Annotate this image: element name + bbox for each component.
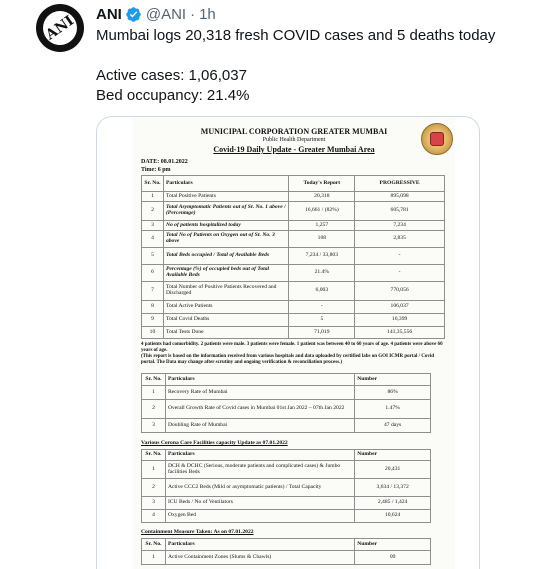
table-cell: 770,056	[355, 282, 445, 301]
table-cell: -	[289, 301, 355, 314]
table-cell: 16,399	[355, 314, 445, 327]
doc-note-comorbidity: 4 patients had comorbidity. 2 patients were male. 3 patients were female. 1 patient was between 40 to 60 years of age. 4 patients were above 60 years of age.	[141, 342, 443, 353]
table-row	[142, 248, 445, 265]
table-cell: 1,257	[289, 221, 355, 231]
table-cell: 86%	[355, 386, 431, 400]
table-cell: 1	[142, 551, 166, 565]
table-row	[142, 479, 431, 497]
table-header: Sr. No.	[142, 539, 166, 551]
table-cell: 9	[142, 314, 164, 327]
table-cell: Total Number of Positive Patients Recovered and Discharged	[163, 282, 289, 301]
table-cell: 10,624	[355, 510, 431, 523]
table-cell: 6	[142, 265, 164, 282]
table-cell: 108	[289, 231, 355, 248]
table-cell: Percentage (%) of occupied beds out of Total Available Beds	[163, 265, 289, 282]
table-cell: 605,781	[355, 202, 445, 221]
table-cell: 7,234 / 33,803	[289, 248, 355, 265]
table-cell: 47 days	[355, 419, 431, 433]
table-cell: Oxygen Bed	[165, 510, 354, 523]
table-cell: Recovery Rate of Mumbai	[165, 386, 354, 400]
table-row	[142, 510, 431, 523]
rates-table	[141, 373, 431, 433]
containment-table	[141, 538, 431, 565]
doc-dept: Public Health Department	[262, 137, 326, 143]
table-cell: 5	[289, 314, 355, 327]
separator-dot: ·	[190, 5, 196, 23]
table-cell: Total Beds occupied / Total of Available Beds	[163, 248, 289, 265]
handle[interactable]: @ANI	[145, 5, 187, 23]
table-header: Particulars	[165, 450, 354, 461]
table-row	[142, 400, 431, 419]
table-cell: -	[355, 265, 445, 282]
table-cell: 141,35,556	[355, 327, 445, 339]
avatar[interactable]	[36, 4, 84, 52]
table-cell: 21.4%	[289, 265, 355, 282]
table-cell: 8	[142, 301, 164, 314]
table-cell: 4	[142, 231, 164, 248]
table-cell: 6,003	[289, 282, 355, 301]
table-cell: 2,485 / 1,424	[355, 497, 431, 510]
table-cell: 1.47%	[355, 400, 431, 419]
table-cell: 7,234	[355, 221, 445, 231]
facilities-table	[141, 449, 431, 523]
table-row	[142, 551, 431, 565]
table-row	[142, 301, 445, 314]
table-header: Particulars	[163, 176, 289, 192]
table-cell: 106,037	[355, 301, 445, 314]
table-header: Today's Report	[289, 176, 355, 192]
table-cell: Total No of Patients on Oxygen out of Sr. No. 3 above	[163, 231, 289, 248]
table-row	[142, 221, 445, 231]
doc-title: MUNICIPAL CORPORATION GREATER MUMBAI	[200, 127, 388, 136]
ani-logo-icon	[36, 4, 83, 51]
table-cell: 2	[142, 479, 166, 497]
doc-note-disclaimer: (This report is based on the information received from various hospitals and data uploaded by certified labs on GOI ICMR portal / Covid portal. The Data may change after scrutiny and ongoing verification & reconciliation process.)	[141, 354, 435, 365]
table-cell: 2	[142, 400, 166, 419]
tweet-bed-occupancy: Bed occupancy: 21.4%	[96, 87, 250, 104]
table-header: PROGRESSIVE	[355, 176, 445, 192]
table-cell: 5	[142, 248, 164, 265]
table-row	[142, 461, 431, 479]
table-cell: Total Tests Done	[163, 327, 289, 339]
table-cell: 20,318	[289, 192, 355, 202]
doc-subtitle: Covid-19 Daily Update - Greater Mumbai Area	[213, 145, 375, 154]
table-row	[142, 386, 431, 400]
section-containment-title: Containment Measure Taken: As on 07.01.2022	[141, 529, 254, 535]
table-header: Number	[355, 450, 431, 461]
daily-table	[141, 175, 445, 339]
table-row	[142, 327, 445, 339]
table-header: Sr. No.	[142, 176, 164, 192]
tweet-active-cases: Active cases: 1,06,037	[96, 67, 247, 84]
table-cell: DCH & DCHC (Serious, moderate patients and complicated cases) & Jumbo facilities Beds	[165, 461, 354, 479]
tweet-image[interactable]	[96, 116, 480, 569]
table-row	[142, 265, 445, 282]
table-row	[142, 231, 445, 248]
table-cell: 1	[142, 192, 164, 202]
table-header: Number	[355, 539, 431, 551]
table-cell: Doubling Rate of Mumbai	[165, 419, 354, 433]
table-cell: Overall Growth Rate of Covid cases in Mumbai 01st Jan 2022 – 07th Jan 2022	[165, 400, 354, 419]
table-row	[142, 497, 431, 510]
table-cell: 1	[142, 461, 166, 479]
table-cell: 3,634 / 13,372	[355, 479, 431, 497]
table-cell: -	[355, 248, 445, 265]
table-row	[142, 282, 445, 301]
table-cell: Total Active Patients	[163, 301, 289, 314]
table-header: Sr. No.	[142, 450, 166, 461]
table-header: Particulars	[165, 539, 354, 551]
table-cell: 3	[142, 221, 164, 231]
table-cell: 16,661 / (82%)	[289, 202, 355, 221]
table-row	[142, 314, 445, 327]
section-facilities-title: Various Corona Care Facilities capacity Update as 07.01.2022	[141, 440, 288, 446]
table-cell: 09	[355, 551, 431, 565]
tweet-header	[96, 4, 216, 24]
table-header: Particulars	[165, 374, 354, 386]
table-cell: Active Containment Zones (Slums & Chawls)	[165, 551, 354, 565]
table-cell: Total Covid Deaths	[163, 314, 289, 327]
table-cell: No of patients hospitalized today	[163, 221, 289, 231]
table-header: Number	[355, 374, 431, 386]
timestamp[interactable]: 1h	[199, 5, 216, 23]
table-row	[142, 419, 431, 433]
doc-date: DATE: 08.01.2022	[141, 159, 188, 165]
doc-time: Time: 6 pm	[141, 167, 171, 173]
display-name[interactable]: ANI	[96, 5, 122, 23]
table-cell: ICU Beds / No of Ventilators	[165, 497, 354, 510]
table-cell: 1	[142, 386, 166, 400]
table-cell: 10	[142, 327, 164, 339]
verified-badge-icon	[125, 6, 142, 23]
table-cell: 20,431	[355, 461, 431, 479]
table-cell: 71,019	[289, 327, 355, 339]
tweet-headline: Mumbai logs 20,318 fresh COVID cases and 5 deaths today	[96, 27, 496, 44]
table-cell: 4	[142, 510, 166, 523]
bmc-report-document	[133, 117, 455, 569]
table-header: Sr. No.	[142, 374, 166, 386]
table-cell: Active CCC2 Beds (Mild or asymptomatic patients) / Total Capacity	[165, 479, 354, 497]
table-cell: 3	[142, 419, 166, 433]
table-cell: 2	[142, 202, 164, 221]
table-cell: 7	[142, 282, 164, 301]
table-cell: Total Positive Patients	[163, 192, 289, 202]
table-cell: 895,098	[355, 192, 445, 202]
avatar-text: ANI	[43, 12, 77, 44]
table-cell: 2,835	[355, 231, 445, 248]
table-cell: Total Asymptomatic Patients out of Sr. No. 1 above / (Percentage)	[163, 202, 289, 221]
table-cell: 3	[142, 497, 166, 510]
table-row	[142, 192, 445, 202]
table-row	[142, 202, 445, 221]
